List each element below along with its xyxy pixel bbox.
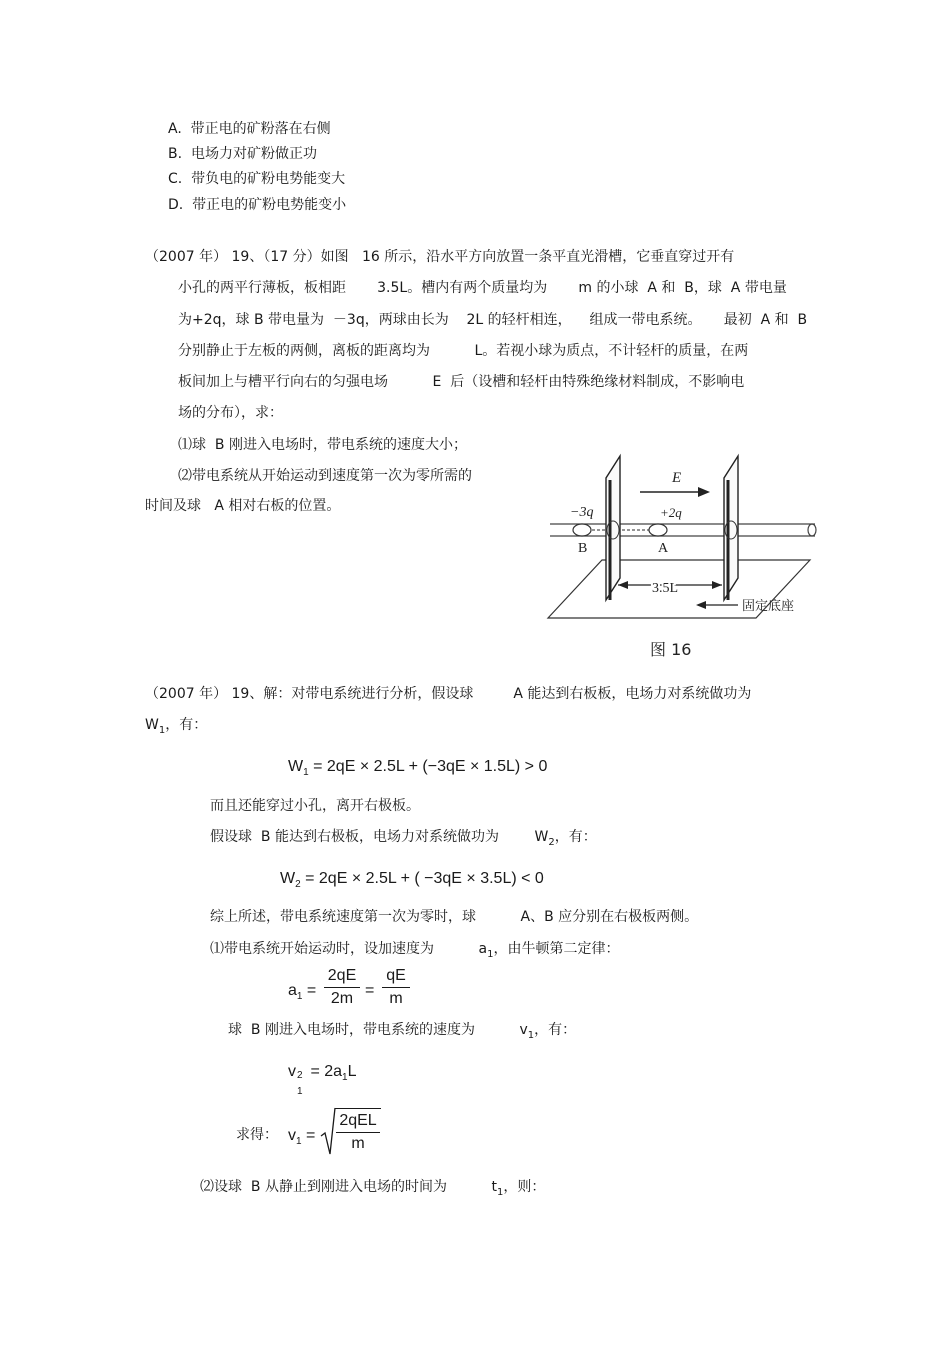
accel-fraction-1: 2qE 2m — [324, 966, 360, 1009]
sqrt-overline — [335, 1108, 381, 1109]
left-plate — [606, 456, 620, 600]
problem-line-1: （2007 年） 19、（17 分）如图 16 所示，沿水平方向放置一条平直光滑槽，它垂直穿过开有 — [145, 249, 735, 265]
field-arrow-head — [698, 487, 710, 497]
charge-a-label: +2q — [660, 505, 682, 520]
figure-16 — [540, 450, 820, 670]
part-1-intro: ⑴带电系统开始运动时，设加速度为 $a_1$，由牛顿第二定律： — [210, 941, 620, 960]
question-2-cont: 时间及球 A 相对右板的位置。 — [145, 498, 341, 514]
field-label: E — [672, 470, 682, 486]
summary-line: 综上所述，带电系统速度第一次为零时，球 A、B 应分别在右极板两侧。 — [210, 909, 699, 925]
solution-intro: （2007 年） 19、解：对带电系统进行分析，假设球 A 能达到右板板，电场力对系统做功为 — [145, 686, 752, 702]
question-1: ⑴球 B 刚进入电场时，带电系统的速度大小； — [178, 437, 467, 453]
base-label: 固定底座 — [742, 599, 795, 614]
note-through-hole: 而且还能穿过小孔，离开右极板。 — [210, 798, 420, 814]
result-fraction: 2qEL m — [336, 1111, 380, 1154]
ball-b-label: B — [578, 541, 588, 556]
result-lhs: $v_1$ = — [288, 1127, 316, 1148]
base-pointer-head — [696, 601, 706, 609]
accel-equals-2: = — [365, 982, 375, 999]
sqrt-sign — [320, 1106, 336, 1156]
charge-b-label: −3q — [570, 505, 594, 520]
option-d: D. 带正电的矿粉电势能变小 — [168, 197, 347, 213]
groove-end — [808, 524, 816, 536]
distance-label: 3.5L — [652, 581, 679, 596]
figure-caption: 图 16 — [650, 640, 692, 659]
distance-arrow-right — [712, 581, 722, 589]
problem-line-5: 板间加上与槽平行向右的匀强电场 E 后（设槽和轻杆由特殊绝缘材料制成，不影响电 — [178, 374, 745, 390]
equation-v-squared: v 2 1 = $2a_1L$ — [288, 1063, 357, 1097]
note-ball-b: 假设球 B 能达到右极板，电场力对系统做功为 $W_2$，有： — [210, 829, 597, 848]
ball-a — [649, 524, 667, 536]
equation-w2: $W_2 = 2qE \times 2.5L$ + ( −3qE × 3.5L) < 0 — [280, 870, 544, 891]
velocity-intro: 球 B 刚进入电场时，带电系统的速度为 $v_1$，有： — [228, 1022, 577, 1041]
accel-fraction-2: qE m — [382, 966, 410, 1009]
solution-intro-cont: $W_1$，有： — [145, 717, 208, 736]
ball-b — [573, 524, 591, 536]
option-c: C. 带负电的矿粉电势能变大 — [168, 171, 346, 187]
result-label: 求得： — [236, 1127, 278, 1143]
option-b: B. 电场力对矿粉做正功 — [168, 146, 317, 162]
option-a: A. 带正电的矿粉落在右侧 — [168, 121, 331, 137]
problem-line-4: 分别静止于左板的两侧，离板的距离均为 L。若视小球为质点，不计轻杆的质量，在两 — [178, 343, 749, 359]
problem-line-3: 为+2q，球 B 带电量为 －3q，两球由长为 2L 的轻杆相连， 组成一带电系统。 最初 A 和 B — [178, 312, 808, 328]
question-2: ⑵带电系统从开始运动到速度第一次为零所需的 — [178, 468, 472, 484]
part-2-intro: ⑵设球 B 从静止到刚进入电场的时间为 $t_1$，则： — [200, 1179, 546, 1198]
ball-a-label: A — [658, 541, 669, 556]
problem-line-6: 场的分布），求： — [178, 405, 283, 421]
accel-lhs: $a_1$ = — [288, 982, 317, 1003]
right-plate — [724, 456, 738, 600]
problem-line-2: 小孔的两平行薄板，板相距 3.5L。槽内有两个质量均为 m 的小球 A 和 B，球 A 带电量 — [178, 280, 787, 296]
equation-w1: $W_1 = 2qE \times 2.5L + (-3qE \times 1.5L) > 0$ — [288, 758, 548, 779]
distance-arrow-left — [618, 581, 628, 589]
